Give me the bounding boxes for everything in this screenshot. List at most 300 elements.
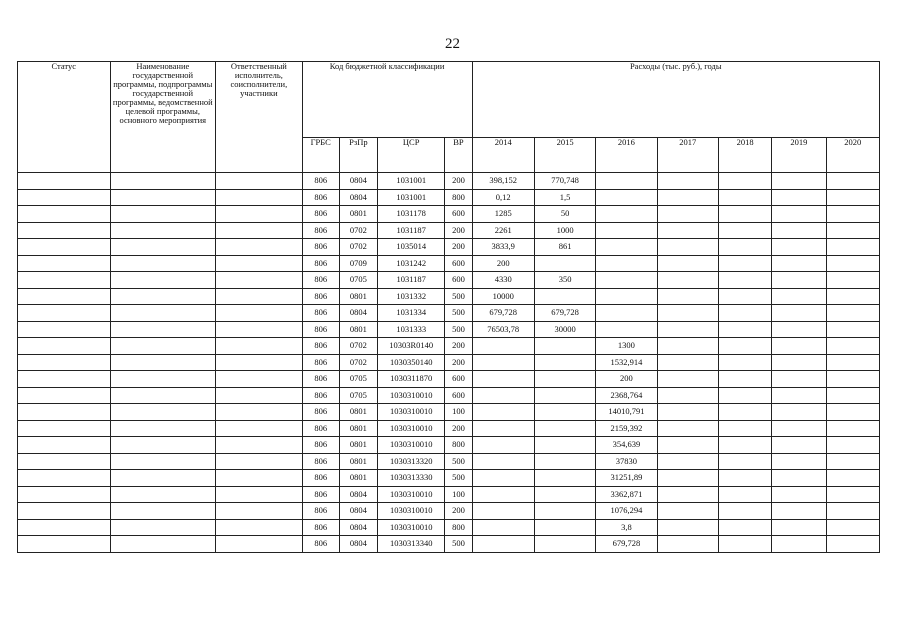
csr-cell: 1031001 (378, 173, 445, 190)
vr-cell: 100 (445, 404, 472, 421)
name-cell (110, 354, 216, 371)
value-2014-cell (472, 503, 534, 520)
status-cell (18, 206, 111, 223)
table-row (18, 437, 880, 454)
table-row (18, 288, 880, 305)
responsible-cell (216, 354, 302, 371)
responsible-cell (216, 222, 302, 239)
responsible-cell (216, 387, 302, 404)
name-cell (110, 486, 216, 503)
name-cell (110, 437, 216, 454)
csr-cell: 1031001 (378, 189, 445, 206)
header-rzpr: РзПр (339, 138, 377, 173)
vr-cell: 500 (445, 453, 472, 470)
csr-cell: 1031242 (378, 255, 445, 272)
vr-cell: 600 (445, 272, 472, 289)
status-cell (18, 486, 111, 503)
responsible-cell (216, 371, 302, 388)
rzpr-cell: 0705 (339, 371, 377, 388)
value-2018-cell (718, 255, 771, 272)
table-row (18, 305, 880, 322)
csr-cell: 1030310010 (378, 503, 445, 520)
value-2019-cell (772, 371, 826, 388)
grbs-cell: 806 (302, 519, 339, 536)
value-2017-cell (657, 404, 718, 421)
table-row (18, 387, 880, 404)
value-2016-cell (596, 321, 657, 338)
name-cell (110, 272, 216, 289)
rzpr-cell: 0702 (339, 239, 377, 256)
rzpr-cell: 0801 (339, 206, 377, 223)
value-2018-cell (718, 288, 771, 305)
value-2015-cell (534, 503, 595, 520)
value-2020-cell (826, 519, 879, 536)
value-2020-cell (826, 272, 879, 289)
responsible-cell (216, 470, 302, 487)
table-row (18, 239, 880, 256)
value-2014-cell (472, 371, 534, 388)
rzpr-cell: 0804 (339, 189, 377, 206)
vr-cell: 500 (445, 470, 472, 487)
status-cell (18, 387, 111, 404)
responsible-cell (216, 239, 302, 256)
value-2017-cell (657, 354, 718, 371)
value-2020-cell (826, 189, 879, 206)
csr-cell: 1031333 (378, 321, 445, 338)
responsible-cell (216, 272, 302, 289)
value-2015-cell: 350 (534, 272, 595, 289)
value-2019-cell (772, 503, 826, 520)
value-2016-cell (596, 239, 657, 256)
value-2017-cell (657, 255, 718, 272)
value-2018-cell (718, 272, 771, 289)
value-2017-cell (657, 519, 718, 536)
status-cell (18, 420, 111, 437)
grbs-cell: 806 (302, 272, 339, 289)
name-cell (110, 503, 216, 520)
status-cell (18, 272, 111, 289)
name-cell (110, 470, 216, 487)
status-cell (18, 305, 111, 322)
value-2014-cell: 200 (472, 255, 534, 272)
value-2020-cell (826, 222, 879, 239)
budget-table (17, 61, 880, 553)
value-2019-cell (772, 536, 826, 553)
name-cell (110, 371, 216, 388)
value-2018-cell (718, 206, 771, 223)
table-row (18, 338, 880, 355)
grbs-cell: 806 (302, 255, 339, 272)
header-year-2015: 2015 (534, 138, 595, 173)
grbs-cell: 806 (302, 239, 339, 256)
csr-cell: 1030313340 (378, 536, 445, 553)
responsible-cell (216, 404, 302, 421)
name-cell (110, 305, 216, 322)
status-cell (18, 453, 111, 470)
value-2016-cell: 14010,791 (596, 404, 657, 421)
vr-cell: 500 (445, 536, 472, 553)
responsible-cell (216, 486, 302, 503)
value-2015-cell (534, 486, 595, 503)
table-row (18, 354, 880, 371)
value-2015-cell (534, 387, 595, 404)
value-2014-cell (472, 519, 534, 536)
value-2020-cell (826, 470, 879, 487)
grbs-cell: 806 (302, 371, 339, 388)
csr-cell: 1030310010 (378, 387, 445, 404)
header-grbs: ГРБС (302, 138, 339, 173)
header-budget-code: Код бюджетной классификации (302, 62, 472, 138)
value-2020-cell (826, 371, 879, 388)
value-2017-cell (657, 321, 718, 338)
grbs-cell: 806 (302, 288, 339, 305)
name-cell (110, 206, 216, 223)
status-cell (18, 173, 111, 190)
status-cell (18, 404, 111, 421)
header-year-2018: 2018 (718, 138, 771, 173)
value-2019-cell (772, 206, 826, 223)
vr-cell: 200 (445, 503, 472, 520)
vr-cell: 200 (445, 222, 472, 239)
value-2016-cell: 1532,914 (596, 354, 657, 371)
value-2015-cell (534, 470, 595, 487)
grbs-cell: 806 (302, 173, 339, 190)
value-2016-cell (596, 189, 657, 206)
value-2017-cell (657, 338, 718, 355)
value-2018-cell (718, 189, 771, 206)
value-2019-cell (772, 404, 826, 421)
value-2019-cell (772, 437, 826, 454)
value-2014-cell (472, 470, 534, 487)
value-2020-cell (826, 404, 879, 421)
value-2016-cell: 3362,871 (596, 486, 657, 503)
vr-cell: 200 (445, 239, 472, 256)
value-2014-cell: 2261 (472, 222, 534, 239)
vr-cell: 600 (445, 255, 472, 272)
csr-cell: 10303R0140 (378, 338, 445, 355)
csr-cell: 1031187 (378, 272, 445, 289)
value-2020-cell (826, 321, 879, 338)
value-2019-cell (772, 288, 826, 305)
value-2019-cell (772, 338, 826, 355)
value-2014-cell (472, 354, 534, 371)
value-2017-cell (657, 173, 718, 190)
name-cell (110, 519, 216, 536)
name-cell (110, 222, 216, 239)
value-2020-cell (826, 255, 879, 272)
csr-cell: 1030313320 (378, 453, 445, 470)
vr-cell: 500 (445, 288, 472, 305)
value-2017-cell (657, 470, 718, 487)
name-cell (110, 536, 216, 553)
value-2020-cell (826, 173, 879, 190)
value-2017-cell (657, 387, 718, 404)
table-row (18, 206, 880, 223)
rzpr-cell: 0801 (339, 470, 377, 487)
csr-cell: 1030310010 (378, 519, 445, 536)
value-2016-cell: 31251,89 (596, 470, 657, 487)
vr-cell: 600 (445, 371, 472, 388)
rzpr-cell: 0801 (339, 404, 377, 421)
value-2014-cell: 398,152 (472, 173, 534, 190)
name-cell (110, 338, 216, 355)
status-cell (18, 519, 111, 536)
csr-cell: 1031332 (378, 288, 445, 305)
value-2018-cell (718, 387, 771, 404)
value-2015-cell (534, 255, 595, 272)
table-row (18, 470, 880, 487)
csr-cell: 1031187 (378, 222, 445, 239)
value-2017-cell (657, 272, 718, 289)
value-2014-cell (472, 387, 534, 404)
grbs-cell: 806 (302, 404, 339, 421)
status-cell (18, 255, 111, 272)
value-2015-cell: 1000 (534, 222, 595, 239)
value-2018-cell (718, 536, 771, 553)
status-cell (18, 536, 111, 553)
rzpr-cell: 0801 (339, 437, 377, 454)
value-2017-cell (657, 536, 718, 553)
value-2020-cell (826, 239, 879, 256)
table-row (18, 404, 880, 421)
value-2018-cell (718, 321, 771, 338)
value-2014-cell: 3833,9 (472, 239, 534, 256)
csr-cell: 1030350140 (378, 354, 445, 371)
rzpr-cell: 0801 (339, 453, 377, 470)
table-row (18, 321, 880, 338)
value-2019-cell (772, 173, 826, 190)
value-2014-cell (472, 437, 534, 454)
value-2019-cell (772, 519, 826, 536)
csr-cell: 1030311870 (378, 371, 445, 388)
responsible-cell (216, 519, 302, 536)
value-2020-cell (826, 206, 879, 223)
vr-cell: 100 (445, 486, 472, 503)
value-2016-cell: 679,728 (596, 536, 657, 553)
grbs-cell: 806 (302, 305, 339, 322)
value-2015-cell: 770,748 (534, 173, 595, 190)
status-cell (18, 503, 111, 520)
rzpr-cell: 0801 (339, 321, 377, 338)
value-2014-cell (472, 453, 534, 470)
rzpr-cell: 0804 (339, 503, 377, 520)
responsible-cell (216, 173, 302, 190)
vr-cell: 800 (445, 437, 472, 454)
rzpr-cell: 0702 (339, 354, 377, 371)
status-cell (18, 222, 111, 239)
table-row (18, 453, 880, 470)
value-2018-cell (718, 519, 771, 536)
value-2017-cell (657, 222, 718, 239)
value-2020-cell (826, 338, 879, 355)
header-program-name: Наименование государственной программы, подпрограммы государственной программы, ведомственной целевой программы, основного мероприятия (110, 62, 216, 173)
grbs-cell: 806 (302, 354, 339, 371)
value-2017-cell (657, 305, 718, 322)
vr-cell: 800 (445, 519, 472, 536)
table-row (18, 371, 880, 388)
value-2020-cell (826, 387, 879, 404)
name-cell (110, 404, 216, 421)
value-2020-cell (826, 437, 879, 454)
responsible-cell (216, 338, 302, 355)
vr-cell: 500 (445, 321, 472, 338)
value-2016-cell: 354,639 (596, 437, 657, 454)
table-row (18, 173, 880, 190)
name-cell (110, 173, 216, 190)
grbs-cell: 806 (302, 536, 339, 553)
grbs-cell: 806 (302, 387, 339, 404)
value-2016-cell (596, 206, 657, 223)
rzpr-cell: 0702 (339, 338, 377, 355)
value-2019-cell (772, 222, 826, 239)
value-2018-cell (718, 470, 771, 487)
status-cell (18, 189, 111, 206)
value-2018-cell (718, 305, 771, 322)
table-body (18, 173, 880, 553)
value-2018-cell (718, 404, 771, 421)
csr-cell: 1030310010 (378, 437, 445, 454)
value-2015-cell (534, 288, 595, 305)
grbs-cell: 806 (302, 222, 339, 239)
value-2018-cell (718, 371, 771, 388)
csr-cell: 1030310010 (378, 486, 445, 503)
rzpr-cell: 0702 (339, 222, 377, 239)
vr-cell: 200 (445, 338, 472, 355)
value-2015-cell (534, 420, 595, 437)
value-2017-cell (657, 206, 718, 223)
value-2018-cell (718, 173, 771, 190)
value-2018-cell (718, 338, 771, 355)
value-2018-cell (718, 437, 771, 454)
page-number: 22 (445, 36, 460, 52)
responsible-cell (216, 321, 302, 338)
value-2019-cell (772, 305, 826, 322)
vr-cell: 600 (445, 387, 472, 404)
responsible-cell (216, 536, 302, 553)
responsible-cell (216, 503, 302, 520)
value-2016-cell: 37830 (596, 453, 657, 470)
value-2019-cell (772, 354, 826, 371)
header-expenses: Расходы (тыс. руб.), годы (472, 62, 879, 138)
grbs-cell: 806 (302, 420, 339, 437)
csr-cell: 1031178 (378, 206, 445, 223)
csr-cell: 1030310010 (378, 420, 445, 437)
value-2019-cell (772, 470, 826, 487)
rzpr-cell: 0801 (339, 420, 377, 437)
rzpr-cell: 0804 (339, 305, 377, 322)
value-2015-cell (534, 453, 595, 470)
status-cell (18, 437, 111, 454)
responsible-cell (216, 437, 302, 454)
value-2014-cell (472, 404, 534, 421)
grbs-cell: 806 (302, 503, 339, 520)
value-2016-cell (596, 288, 657, 305)
value-2020-cell (826, 420, 879, 437)
value-2020-cell (826, 288, 879, 305)
value-2015-cell (534, 354, 595, 371)
table-row (18, 536, 880, 553)
value-2019-cell (772, 189, 826, 206)
grbs-cell: 806 (302, 321, 339, 338)
status-cell (18, 354, 111, 371)
value-2016-cell: 200 (596, 371, 657, 388)
value-2019-cell (772, 255, 826, 272)
table-row (18, 486, 880, 503)
grbs-cell: 806 (302, 486, 339, 503)
value-2015-cell (534, 437, 595, 454)
responsible-cell (216, 453, 302, 470)
rzpr-cell: 0801 (339, 288, 377, 305)
value-2015-cell: 679,728 (534, 305, 595, 322)
value-2017-cell (657, 453, 718, 470)
header-year-2019: 2019 (772, 138, 826, 173)
value-2016-cell: 1300 (596, 338, 657, 355)
value-2014-cell: 10000 (472, 288, 534, 305)
header-year-2020: 2020 (826, 138, 879, 173)
value-2014-cell: 679,728 (472, 305, 534, 322)
value-2018-cell (718, 354, 771, 371)
value-2020-cell (826, 354, 879, 371)
value-2014-cell: 76503,78 (472, 321, 534, 338)
vr-cell: 500 (445, 305, 472, 322)
value-2020-cell (826, 305, 879, 322)
value-2019-cell (772, 486, 826, 503)
header-year-2017: 2017 (657, 138, 718, 173)
table-row (18, 255, 880, 272)
status-cell (18, 371, 111, 388)
value-2014-cell (472, 486, 534, 503)
value-2016-cell (596, 255, 657, 272)
value-2018-cell (718, 486, 771, 503)
grbs-cell: 806 (302, 189, 339, 206)
value-2014-cell: 1285 (472, 206, 534, 223)
rzpr-cell: 0705 (339, 387, 377, 404)
value-2018-cell (718, 239, 771, 256)
name-cell (110, 189, 216, 206)
status-cell (18, 288, 111, 305)
value-2019-cell (772, 239, 826, 256)
value-2015-cell: 861 (534, 239, 595, 256)
value-2016-cell: 2368,764 (596, 387, 657, 404)
table-row (18, 503, 880, 520)
value-2016-cell (596, 222, 657, 239)
value-2015-cell: 50 (534, 206, 595, 223)
value-2015-cell (534, 536, 595, 553)
responsible-cell (216, 255, 302, 272)
responsible-cell (216, 288, 302, 305)
name-cell (110, 420, 216, 437)
value-2014-cell: 4330 (472, 272, 534, 289)
table-row (18, 519, 880, 536)
value-2015-cell (534, 519, 595, 536)
status-cell (18, 239, 111, 256)
value-2014-cell (472, 420, 534, 437)
csr-cell: 1031334 (378, 305, 445, 322)
value-2015-cell (534, 338, 595, 355)
value-2015-cell: 1,5 (534, 189, 595, 206)
value-2019-cell (772, 420, 826, 437)
value-2017-cell (657, 288, 718, 305)
name-cell (110, 453, 216, 470)
header-vr: ВР (445, 138, 472, 173)
vr-cell: 200 (445, 173, 472, 190)
value-2014-cell: 0,12 (472, 189, 534, 206)
rzpr-cell: 0804 (339, 536, 377, 553)
name-cell (110, 239, 216, 256)
value-2017-cell (657, 371, 718, 388)
grbs-cell: 806 (302, 453, 339, 470)
value-2015-cell (534, 404, 595, 421)
